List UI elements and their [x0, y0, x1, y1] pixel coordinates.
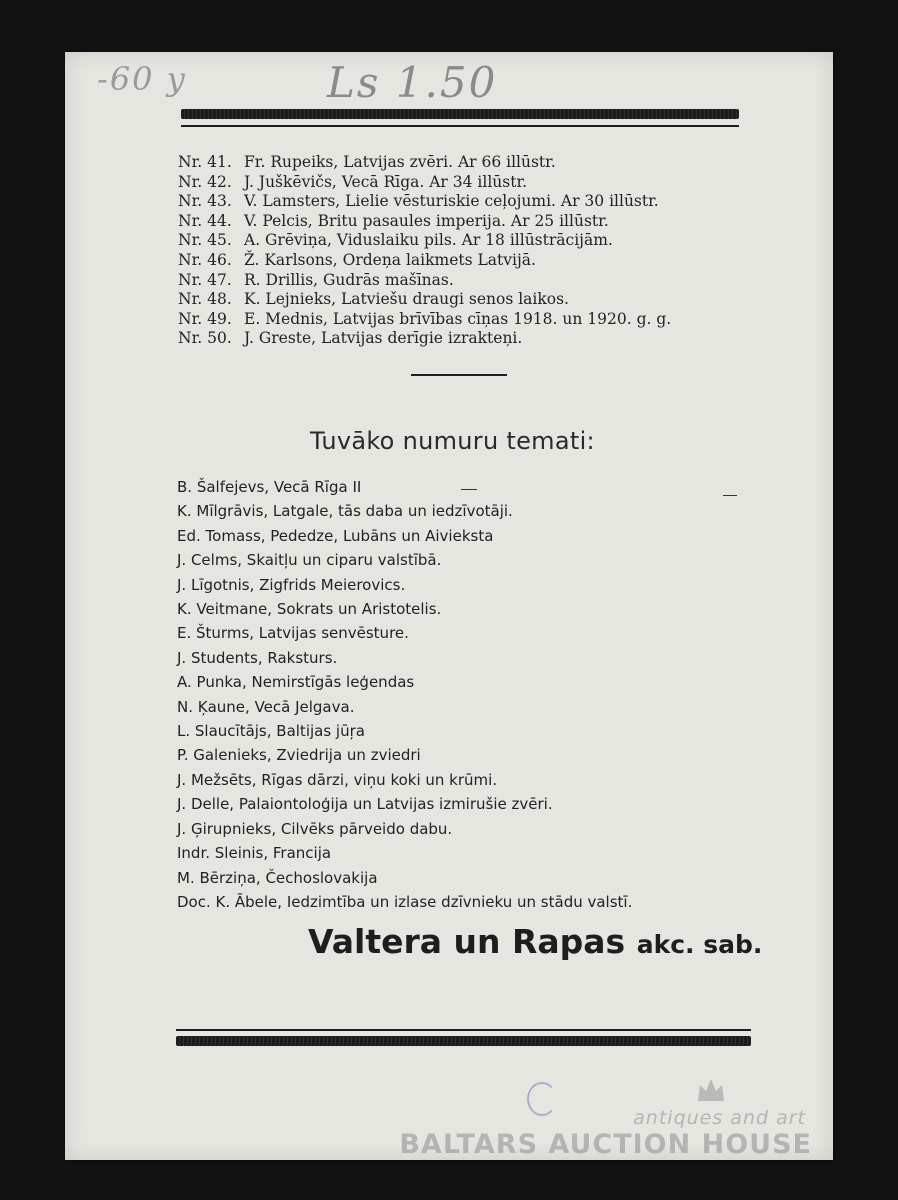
list-item: A. Punka, Nemirstīgās leģendas [177, 673, 415, 692]
series-number: Nr. 50. [178, 329, 232, 348]
list-item: M. Bērziņa, Čechoslovakija [177, 868, 378, 887]
list-item: N. Ķaune, Vecā Jelgava. [177, 697, 355, 716]
publisher-imprint [308, 922, 762, 961]
series-number: Nr. 43. [178, 192, 232, 211]
series-title: R. Drillis, Gudrās mašīnas. [244, 270, 454, 289]
series-number: Nr. 47. [178, 270, 232, 289]
top-thin-rule [181, 125, 739, 127]
publisher-suffix: akc. sab. [636, 930, 763, 959]
series-title: A. Grēviņa, Viduslaiku pils. Ar 18 illūstrācijām. [244, 231, 613, 250]
list-item [178, 212, 671, 232]
publisher-name: Valtera un Rapas [308, 922, 626, 961]
print-speck [461, 489, 477, 490]
list-item [178, 329, 671, 349]
series-number: Nr. 45. [178, 231, 232, 250]
auction-house-watermark [399, 1107, 812, 1160]
list-item [178, 251, 671, 271]
upcoming-list [177, 475, 632, 914]
series-number: Nr. 41. [178, 153, 232, 171]
watermark-name: BALTARS AUCTION HOUSE [399, 1129, 812, 1160]
list-item: Indr. Sleinis, Francija [177, 844, 332, 863]
series-title: V. Lamsters, Lielie vēsturiskie ceļojumi. Ar 30 illūstr. [244, 192, 659, 211]
handwritten-price: Ls 1.50 [327, 58, 498, 107]
crown-icon [696, 1077, 726, 1103]
list-item [178, 173, 671, 193]
series-number: Nr. 49. [178, 309, 232, 328]
handwritten-corner-note: -60 y [97, 60, 187, 98]
watermark-tagline: antiques and art [633, 1107, 806, 1129]
series-number: Nr. 48. [178, 290, 232, 309]
list-item [178, 310, 671, 330]
list-item: K. Veitmane, Sokrats un Aristotelis. [177, 600, 442, 619]
series-number: Nr. 46. [178, 250, 232, 269]
list-item: J. Delle, Palaiontoloģija un Latvijas izmirušie zvēri. [177, 795, 553, 814]
series-list [178, 153, 671, 349]
series-title: K. Lejnieks, Latviešu draugi senos laikos. [244, 290, 569, 309]
upcoming-heading: Tuvāko numuru temati: [310, 427, 595, 455]
list-item [178, 271, 671, 291]
list-item: L. Slaucītājs, Baltijas jūŗa [177, 722, 365, 741]
series-title: Ž. Karlsons, Ordeņa laikmets Latvijā. [244, 250, 536, 269]
top-decorative-rule [181, 109, 739, 119]
series-number: Nr. 42. [178, 172, 232, 191]
series-title: Fr. Rupeiks, Latvijas zvēri. Ar 66 illūstr. [244, 153, 556, 171]
bottom-thin-rule [176, 1029, 751, 1031]
series-title: E. Mednis, Latvijas brīvības cīņas 1918. un 1920. g. g. [244, 309, 672, 328]
list-item: P. Galenieks, Zviedrija un zviedri [177, 746, 421, 765]
booklet-back-cover [65, 52, 833, 1160]
list-item: J. Celms, Skaitļu un ciparu valstībā. [177, 551, 442, 570]
list-item: K. Mīlgrāvis, Latgale, tās daba un iedzīvotāji. [177, 502, 513, 521]
list-item: J. Līgotnis, Zigfrids Meierovics. [177, 575, 406, 594]
list-item: Ed. Tomass, Pededze, Lubāns un Aiviekstа [177, 526, 494, 545]
series-title: J. Juškēvičs, Vecā Rīga. Ar 34 illūstr. [244, 172, 528, 191]
print-speck [723, 495, 737, 496]
list-item: J. Ģirupnieks, Cilvēks pārveido dabu. [177, 819, 453, 838]
bottom-decorative-rule [176, 1036, 751, 1046]
list-item: E. Šturms, Latvijas senvēsture. [177, 624, 409, 643]
series-title: J. Greste, Latvijas derīgie izrakteņi. [244, 329, 523, 348]
series-number: Nr. 44. [178, 211, 232, 230]
list-item: B. Šalfejevs, Vecā Rīga II [177, 478, 362, 496]
list-item [178, 290, 671, 310]
list-item [178, 192, 671, 212]
list-item [178, 231, 671, 251]
section-divider [411, 374, 507, 376]
list-item: J. Students, Raksturs. [177, 648, 338, 667]
list-item: J. Mežsēts, Rīgas dārzi, viņu koki un krūmi. [177, 770, 498, 789]
list-item [178, 153, 671, 173]
series-title: V. Pelcis, Britu pasaules imperija. Ar 25 illūstr. [244, 211, 609, 230]
list-item: Doc. K. Ābele, Iedzimtība un izlase dzīvnieku un stādu valstī. [177, 892, 633, 911]
